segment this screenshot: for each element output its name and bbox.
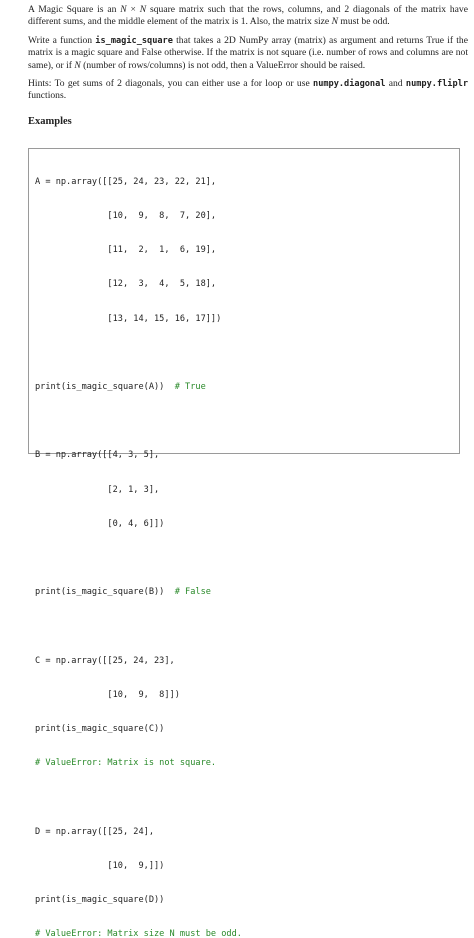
code-lines: [35, 154, 242, 938]
function-name: is_magic_square: [95, 35, 173, 46]
hints-text-3: functions.: [28, 90, 67, 102]
hints-paragraph: [28, 78, 468, 103]
hints-text-2: and: [385, 78, 406, 90]
intro-text-2: ×: [126, 4, 140, 15]
print-call: print(is_magic_square(B)): [35, 587, 175, 598]
code-line: [13, 14, 15, 16, 17]]): [35, 313, 222, 324]
math-n: N: [74, 59, 81, 71]
code-comment: # False: [174, 587, 211, 598]
code-comment: # True: [174, 382, 206, 393]
code-line: D = np.array([[25, 24],: [35, 826, 154, 837]
blank-line: [35, 621, 242, 632]
intro-text-4: must be odd.: [337, 16, 390, 28]
code-comment: # ValueError: Matrix is not square.: [35, 758, 217, 769]
code-example-block: [28, 148, 460, 938]
code-comment: # ValueError: Matrix size N must be odd.: [35, 929, 242, 938]
examples-heading: Examples: [28, 115, 72, 127]
task-text-2: that takes a 2D NumPy array (matrix) as argument and returns True if the matrix is a magic square and False otherwise. If the matrix is not square (i.e. number of rows and columns are not same), or if: [28, 34, 468, 71]
code-line: A = np.array([[25, 24, 23, 22, 21],: [35, 176, 217, 187]
intro-text-1: A Magic Square is an: [28, 4, 121, 15]
code-line: [35, 382, 242, 393]
task-paragraph: [28, 35, 468, 72]
code-line: [12, 3, 4, 5, 18],: [35, 279, 217, 290]
code-line: print(is_magic_square(D)): [35, 895, 165, 906]
math-n: N: [139, 4, 147, 15]
code-line: [0, 4, 6]]): [35, 518, 165, 529]
blank-line: [35, 553, 242, 564]
print-call: print(is_magic_square(A)): [35, 382, 175, 393]
numpy-fliplr-code: numpy.fliplr: [405, 79, 468, 90]
code-line: [10, 9, 8]]): [35, 689, 180, 700]
intro-paragraph: [28, 4, 468, 29]
task-text-3: (number of rows/columns) is not odd, then a ValueError should be raised.: [80, 59, 366, 71]
task-text-1: Write a function: [28, 34, 96, 46]
numpy-diagonal-code: numpy.diagonal: [313, 79, 386, 90]
math-n: N: [120, 4, 127, 15]
code-line: [2, 1, 3],: [35, 484, 160, 495]
code-line: [10, 9,]]): [35, 860, 165, 871]
code-line: B = np.array([[4, 3, 5],: [35, 450, 160, 461]
code-line: [11, 2, 1, 6, 19],: [35, 245, 217, 256]
problem-statement: [28, 4, 468, 135]
blank-line: [35, 348, 242, 359]
code-line: [10, 9, 8, 7, 20],: [35, 211, 217, 222]
blank-line: [35, 416, 242, 427]
blank-line: [35, 792, 242, 803]
code-line: C = np.array([[25, 24, 23],: [35, 655, 175, 666]
code-line: print(is_magic_square(C)): [35, 724, 165, 735]
hints-text-1: Hints: To get sums of 2 diagonals, you can either use a for loop or use: [28, 78, 314, 90]
code-line: [35, 587, 242, 598]
intro-text-3: square matrix such that the rows, columns, and 2 diagonals of the matrix have different sums, and the middle element of the matrix is 1. Also, the matrix size: [28, 4, 468, 28]
math-n: N: [331, 16, 338, 28]
